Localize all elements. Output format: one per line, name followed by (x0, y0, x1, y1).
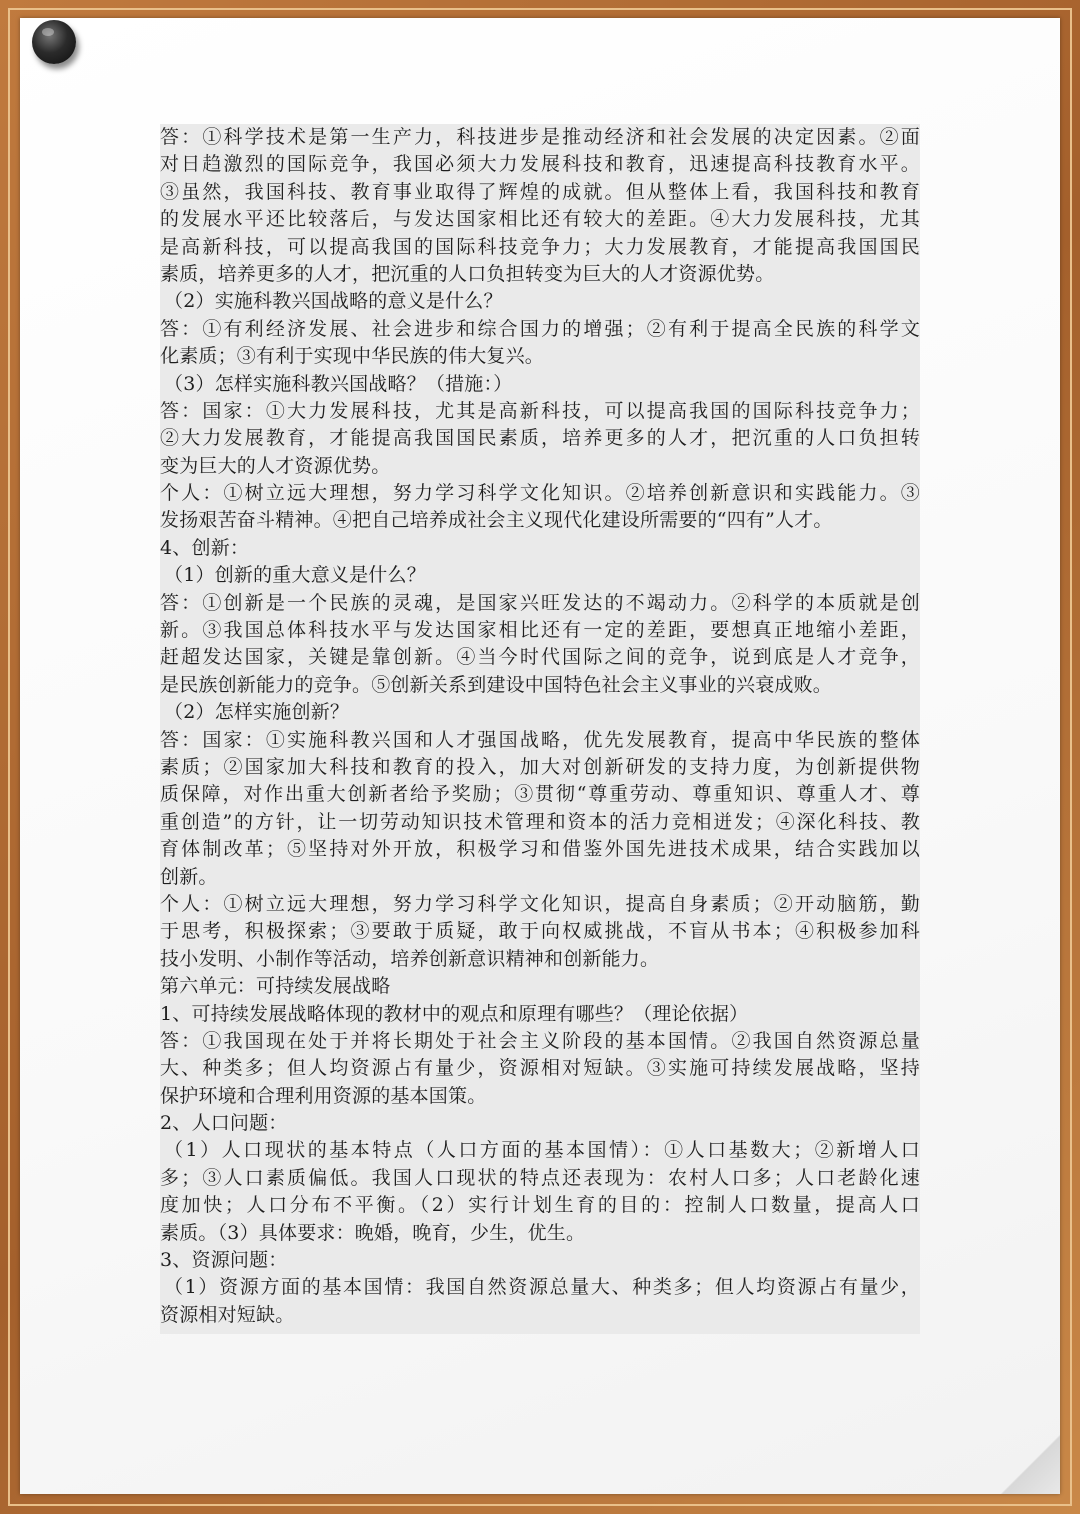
text-line: 素质。（3）具体要求：晚婚，晚育，少生，优生。 (160, 1221, 586, 1244)
text-line: 发扬艰苦奋斗精神。④把自己培养成社会主义现代化建设所需要的“四有”人才。 (160, 509, 833, 532)
text-line: 度加快；人口分布不平衡。（2）实行计划生育的目的：控制人口数量，提高人口 (160, 1194, 920, 1217)
text-line: 答：①科学技术是第一生产力，科技进步是推动经济和社会发展的决定因素。②面 (160, 126, 920, 148)
text-line: 保护环境和合理利用资源的基本国策。 (160, 1084, 487, 1107)
text-line: 个人：①树立远大理想，努力学习科学文化知识，提高自身素质；②开动脑筋，勤 (160, 892, 920, 915)
text-line: 答：国家：①实施科教兴国和人才强国战略，优先发展教育，提高中华民族的整体 (160, 728, 920, 751)
question-heading: （3）怎样实施科教兴国战略？（措施：） (164, 372, 513, 395)
text-line: （1）人口现状的基本特点（人口方面的基本国情）：①人口基数大；②新增人口 (164, 1139, 920, 1162)
text-line: 的发展水平还比较落后，与发达国家相比还有较大的差距。④大力发展科技，尤其 (160, 208, 920, 231)
text-line: 素质；②国家加大科技和教育的投入，加大对创新研发的支持力度，为创新提供物 (160, 755, 920, 778)
paper-curl-corner (1000, 1434, 1060, 1494)
text-line: ③虽然，我国科技、教育事业取得了辉煌的成就。但从整体上看，我国科技和教育 (160, 180, 920, 203)
text-line: ②大力发展教育，才能提高我国国民素质，培养更多的人才，把沉重的人口负担转 (160, 427, 920, 450)
text-line: 答：①有利经济发展、社会进步和综合国力的增强；②有利于提高全民族的科学文 (160, 317, 920, 340)
question-heading: 1、可持续发展战略体现的教材中的观点和原理有哪些？（理论依据） (160, 1002, 749, 1025)
text-line: 赶超发达国家，关键是靠创新。④当今时代国际之间的竞争，说到底是人才竞争， (160, 646, 920, 669)
text-line: 答：国家：①大力发展科技，尤其是高新科技，可以提高我国的国际科技竞争力； (160, 399, 920, 422)
section-heading: 4、创新： (160, 536, 250, 559)
text-line: 个人：①树立远大理想，努力学习科学文化知识。②培养创新意识和实践能力。③ (160, 482, 920, 505)
text-line: 是民族创新能力的竞争。⑤创新关系到建设中国特色社会主义事业的兴衰成败。 (160, 673, 833, 696)
text-line: 育体制改革；⑤坚持对外开放，积极学习和借鉴外国先进技术成果，结合实践加以 (160, 838, 920, 861)
unit-heading: 第六单元：可持续发展战略 (160, 975, 391, 998)
text-line: 创新。 (160, 865, 218, 888)
document-page (160, 124, 920, 1334)
text-line: 资源相对短缺。 (160, 1303, 295, 1326)
question-heading: （1）创新的重大意义是什么？ (164, 564, 426, 587)
text-line: 素质，培养更多的人才，把沉重的人口负担转变为巨大的人才资源优势。 (160, 262, 775, 285)
text-line: 对日趋激烈的国际竞争，我国必须大力发展科技和教育，迅速提高科技教育水平。 (160, 153, 920, 176)
question-heading: （2）怎样实施创新？ (164, 701, 350, 724)
text-line: （1）资源方面的基本国情：我国自然资源总量大、种类多；但人均资源占有量少， (164, 1276, 920, 1299)
question-heading: （2）实施科教兴国战略的意义是什么？ (164, 290, 503, 313)
text-line: 于思考，积极探索；③要敢于质疑，敢于向权威挑战，不盲从书本；④积极参加科 (160, 920, 920, 943)
section-heading: 3、资源问题： (160, 1249, 288, 1272)
text-line: 答：①创新是一个民族的灵魂，是国家兴旺发达的不竭动力。②科学的本质就是创 (160, 591, 920, 614)
text-line: 新。③我国总体科技水平与发达国家相比还有一定的差距，要想真正地缩小差距， (160, 619, 920, 642)
text-line: 重创造”的方针，让一切劳动知识技术管理和资本的活力竞相迸发；④深化科技、教 (160, 810, 920, 833)
text-line: 多；③人口素质偏低。我国人口现状的特点还表现为：农村人口多；人口老龄化速 (160, 1166, 920, 1189)
text-line: 变为巨大的人才资源优势。 (160, 454, 391, 477)
text-line: 技小发明、小制作等活动，培养创新意识精神和创新能力。 (160, 947, 660, 970)
text-line: 答：①我国现在处于并将长期处于社会主义阶段的基本国情。②我国自然资源总量 (160, 1029, 920, 1052)
text-line: 化素质；③有利于实现中华民族的伟大复兴。 (160, 345, 545, 368)
text-line: 是高新科技，可以提高我国的国际科技竞争力；大力发展教育，才能提高我国国民 (160, 235, 920, 258)
pushpin-icon (32, 20, 76, 64)
text-line: 质保障，对作出重大创新者给予奖励；③贯彻“尊重劳动、尊重知识、尊重人才、尊 (160, 783, 920, 806)
section-heading: 2、人口问题： (160, 1112, 288, 1135)
text-line: 大、种类多；但人均资源占有量少，资源相对短缺。③实施可持续发展战略，坚持 (160, 1057, 920, 1080)
